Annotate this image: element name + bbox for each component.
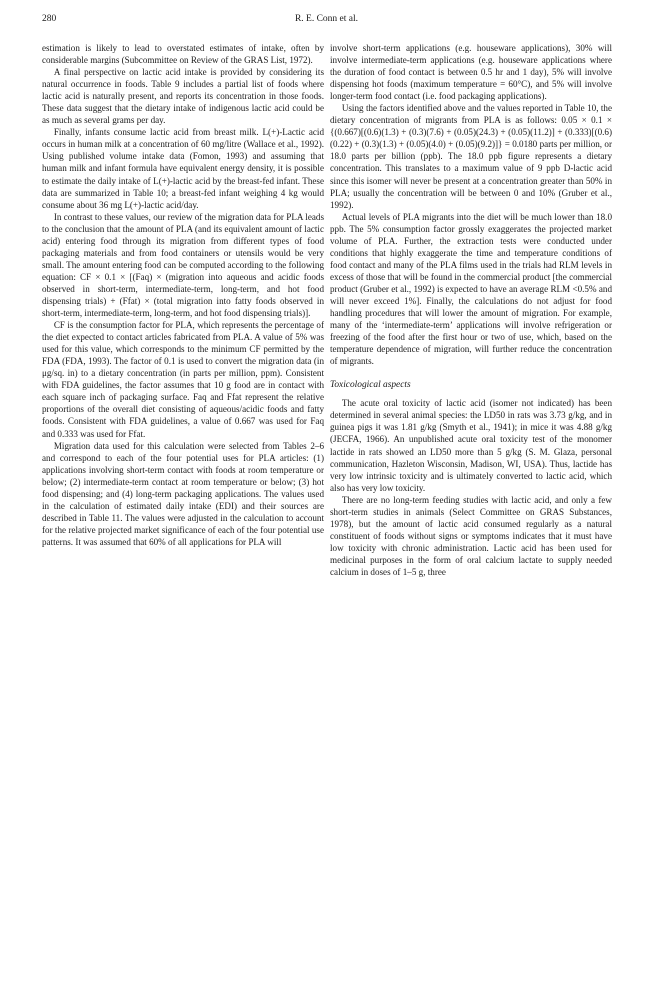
section-heading: Toxicological aspects	[330, 380, 411, 391]
right-column	[330, 42, 612, 578]
paragraph: involve short-term applications (e.g. houseware applications), 30% will involve intermediate-term applications (e.g. houseware applications where the duration of food contact is between 0.5 hr and 1 day), 5% will involve dispensing hot foods (maximum temperature = 60°C), and 5% will involve longer-term food contact (i.e. food packaging applications).	[330, 43, 612, 102]
paragraph: In contrast to these values, our review of the migration data for PLA leads to the conclusion that the amount of PLA (and its equivalent amount of lactic acid) entering food through its migration from different types of food packaging materials and from food containers or utensils would be very small. The amount entering food can be computed according to the following equation: CF × 0.1 × [(Faq) × (migration into aqueous and acidic foods observed in short-term, intermediate-term, long-term, and hot food dispensing trials) + (Ffat) × (total migration into fatty foods observed in short-term, intermediate-term, long-term, and hot food dispensing trials)].	[42, 211, 324, 319]
paragraph: CF is the consumption factor for PLA, which represents the percentage of the diet expected to contact articles fabricated from PLA. A value of 5% was used for this value, which corresponds to the minimum CF permitted by the FDA (FDA, 1993). The factor of 0.1 is used to convert the migration data (in μg/sq. in) to a dietary concentration (in parts per million, ppm). Consistent with FDA guidelines, the factor assumes that 10 g food are in contact with each square inch of packaging surface. Faq and Ffat represent the relative proportions of the overall diet consisting of aqueous/acidic foods and fatty foods. Consistent with FDA guidelines, a value of 0.667 was used for Faq and 0.333 was used for Ffat.	[42, 320, 324, 439]
paragraph: A final perspective on lactic acid intake is provided by considering its natural occurrence in foods. Table 9 includes a partial list of foods where lactic acid is naturally present, and reports its concentration in those foods. These data suggest that the dietary intake of indigenous lactic acid could be as much as several grams per day.	[42, 67, 324, 126]
paragraph: The acute oral toxicity of lactic acid (isomer not indicated) has been determined in several animal species: the LD50 in rats was 3.73 g/kg, and in guinea pigs it was 1.81 g/kg (Smyth et al., 1941); in mice it was 4.88 g/kg (JECFA, 1966). An unpublished acute oral toxicity test of the monomer lactide in rats showed an LD50 more than 5 g/kg (S. M. Glaza, personal communication, Hazleton Wisconsin, Madison, WI, USA). Thus, lactide has very low intrinsic toxicity and is ultimately converted to lactic acid, which also has very low toxicity.	[330, 398, 612, 493]
paragraph: Actual levels of PLA migrants into the diet will be much lower than 18.0 ppb. The 5% consumption factor grossly exaggerates the projected market volume of PLA. Further, the extraction tests were conducted under conditions that highly exaggerate the time and temperature conditions of food contact and many of the PLA films used in the trials had RLM levels in excess of those that will be found in the commercial product [the commercial product (Gruber et al., 1992) is expected to have an average RLM <0.5% and will never exceed 1%]. Finally, the calculations do not adjust for food handling procedures that will lower the amount of migration. For example, many of the ‘intermediate-term’ applications will involve refrigeration or freezing of the food after the first hour or two of use, which, based on the temperature dependence of migration, will further reduce the concentration of migrants.	[330, 211, 612, 367]
page-header	[0, 14, 653, 28]
paragraph: Using the factors identified above and the values reported in Table 10, the dietary concentration of migrants from PLA is as follows: 0.05 × 0.1 × {(0.667)[(0.6)(1.3) + (0.3)(7.6) + (0.05)(24.3) + (0.05)(11.2)] + (0.333)[(0.6)(0.22) + (0.3)(1.3) + (0.05)(4.0) + (0.05)(9.2)]} = 0.0180 parts per million, or 18.0 parts per billion (ppb). The 18.0 ppb figure represents a dietary concentration. This translates to a maximum value of 9 ppb D-lactic acid since this isomer will never be present at a concentration greater than 50% in PLA; usually the concentration will be between 0 and 10% (Gruber et al., 1992).	[330, 103, 612, 210]
running-title: R. E. Conn et al.	[294, 14, 359, 24]
left-column	[42, 42, 324, 548]
page-number: 280	[42, 14, 57, 24]
paragraph: Migration data used for this calculation were selected from Tables 2–6 and correspond to each of the four potential uses for PLA articles: (1) applications involving short-term contact with foods at room temperature or below; (2) intermediate-term contact at room temperature or below; (3) hot food dispensing; and (4) long-term packaging applications. The values used in the calculation of estimated daily intake (EDI) and their sources are described in Table 11. The values were adjusted in the calculation to account for the relative projected market significance of each of the four potential use patterns. It was assumed that 60% of all applications for PLA will	[42, 440, 324, 547]
paragraph: estimation is likely to lead to overstated estimates of intake, often by considerable margins (Subcommittee on Review of the GRAS List, 1972).	[42, 43, 324, 66]
paragraph: There are no long-term feeding studies with lactic acid, and only a few short-term studies in animals (Select Committee on GRAS Substances, 1978), but the amount of lactic acid consumed regularly as a natural constituent of foods without signs or symptoms indicates that it must have low toxicity with chronic administration. Lactic acid has been used for medicinal purposes in the form of oral calcium lactate to supply needed calcium in doses of 1–5 g, three	[330, 494, 612, 577]
paragraph: Finally, infants consume lactic acid from breast milk. L(+)-Lactic acid occurs in human milk at a concentration of 60 mg/litre (Wallace et al., 1992). Using published volume intake data (Fomon, 1993) and assuming that human milk and infant formula have equivalent energy density, it is possible to estimate the daily intake of L(+)-lactic acid by the breast-fed infant. These data are summarized in Table 10; a breast-fed infant weighing 4 kg would consume about 36 mg L(+)-lactic acid/day.	[42, 127, 324, 210]
